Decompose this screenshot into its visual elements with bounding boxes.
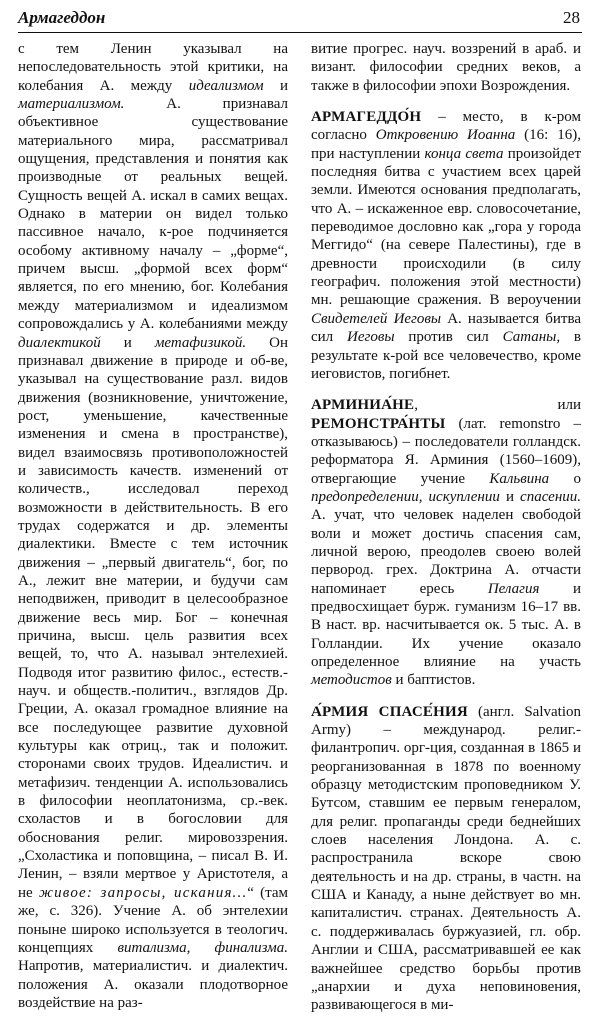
- cross-ref: идеализмом: [188, 77, 264, 94]
- cross-ref: витализма, финализма.: [117, 939, 288, 956]
- text-run: и предвосхищает бурж. гуманизм 16–17 вв. В наст. вр. насчитывается ок. 5 тыс. А. в Голландии. Их учение оказало определенное влияние на участь: [311, 580, 581, 670]
- text-run: с тем Ленин указывал на непоследовательность этой критики, на колебания А. между: [18, 41, 288, 94]
- entry-armageddon: [311, 108, 581, 383]
- headword: АРМИНИА́НЕ: [311, 397, 415, 414]
- cross-ref: Откровению Иоанна: [375, 127, 516, 144]
- aristotle-entry-continuation: [18, 40, 288, 1012]
- cross-ref: Свидетелей Иеговы: [311, 310, 442, 327]
- text-run: Напротив, материалистич. и диалектич. положения А. оказали плодотворное воздействие на раз-: [18, 958, 288, 1011]
- cross-ref: Сатаны,: [502, 329, 561, 346]
- text-run: о: [549, 470, 581, 487]
- text-run: (лат. remonstro – отказываюсь) – последователи голландск. реформатора Я. Арминия (1560–1609), отвергающие учение: [311, 415, 581, 487]
- text-run: в результате к-рой все человечество, кроме иеговистов, погибнет.: [311, 329, 581, 382]
- aristotle-entry-end: витие прогрес. науч. воззрений в араб. и визант. философии средних веков, а также в философии эпохи Возрождения.: [311, 41, 581, 94]
- text-run: – место, в к-ром согласно: [311, 109, 581, 144]
- entry-arminians: [311, 396, 581, 690]
- cross-ref: методистов: [311, 672, 392, 689]
- headword-alt: РЕМОНСТРА́НТЫ: [311, 415, 446, 432]
- cross-ref: материализмом.: [18, 96, 125, 113]
- text-run: против сил: [394, 329, 503, 346]
- left-column: [18, 40, 288, 1012]
- text-run: , или: [414, 397, 581, 414]
- text-run: А. называется битва сил: [311, 310, 581, 346]
- cross-ref: Пелагия: [487, 580, 540, 597]
- text-run: и баптистов.: [391, 672, 476, 689]
- headword: АРМАГЕДДО́Н: [311, 109, 422, 126]
- headword: А́РМИЯ СПАСЕ́НИЯ: [311, 703, 468, 720]
- cross-ref: конца света: [424, 145, 504, 162]
- cross-ref: диалектикой: [18, 334, 101, 351]
- quote-spaced: живое: запросы, искания…: [38, 884, 248, 901]
- cross-ref: спасении.: [520, 488, 582, 505]
- text-run: “ (там же, с. 326). Учение А. об энтелехии поныне широко используется в теологич. концепциях: [18, 884, 288, 956]
- page-number: 28: [563, 8, 580, 27]
- text-run: и: [100, 334, 155, 351]
- cross-ref: метафизикой.: [154, 334, 247, 351]
- text-run: А. признавал объективное существование материального мира, рассматривал ощущения, представления и понятия как производные от реальных вещей. Сущность вещей А. искал в самих вещах. Однако в материи он видел только пассивное начало, к-рое подчиняется особому активному началу – „форме“, причем высш. „формой всех форм“ является, по его мнению, бог. Колебания между материализмом и идеализмом сопровождались у А. колебаниями между: [18, 96, 288, 333]
- page-header: [18, 6, 582, 33]
- text-run: Он признавал движение в природе и об-ве, указывал на существование разл. видов движения (возникновение, уничтожение, рост, уменьшение, качественные изменения и смена в пространстве), видел взаимосвязь противоположностей и зависимость качеств. изменений от количеств., исследовал переход возможности в действительность. В его трудах содержатся и др. элементы диалектики. Вместе с тем источник движения – „первый двигатель“, бог, по А., лежит вне материи, и будучи сам неподвижен, приводит в целесообразное движение весь мир. Бог – конечная причина, высш. цель развития всех вещей, то, что А. называл энтелехией. Подводя итог развитию филос., естеств.-науч. и обществ.-политич., взглядов Др. Греции, А. оказал громадное влияние на все последующее развитие духовной культуры как отриц., так и положит. сторонами своих трудов. Идеалистич. и метафизич. тенденции А. использовались в философии неоплатонизма, ср.-век. схоластов и в богословии для обоснования религ. мировоззрения. „Схоластика и поповщина, – писал В. И. Ленин, – взяли мертвое у Аристотеля, а не: [18, 334, 288, 901]
- cross-ref: предопределении, искуплении: [311, 488, 500, 505]
- text-run: произойдет последняя битва с участием всех царей земли. Имеются основания предполагать, что А. – искаженное евр. словосочетание, переводимое дословно как „гора у города Меггидо“ (на севере Палестины), где в древности происходили (в силу географич. положения этой местности) мн. решающие сражения. В вероучении: [311, 145, 581, 309]
- running-head: Армагеддон: [18, 8, 106, 27]
- cross-ref: Кальвина: [489, 470, 550, 487]
- text-run: (англ. Salvation Army) – международ. религ.-филантропич. орг-ция, созданная в 1865 и реорганизованная в 1878 по военному образцу методистским проповедником У. Бутсом, ставшим ее первым генералом, для религ. пропаганды среди беднейших слоев населения Лондона. А. с. распространила вскоре свою деятельность и на др. страны, в частн. на США и Канаду, а ныне действует во мн. капиталистич. странах. Деятельность А. с. поддерживалась буржуазией, гл. обр. Англии и США, рассматривавшей ее как важнейшее средство борьбы против „анархии и духа неповиновения, развивающегося в ми-: [311, 703, 582, 1014]
- cross-ref: Иеговы: [346, 329, 395, 346]
- text-run: А. учат, что человек наделен свободой воли и может достичь спасения сам, личной верою, преодолев своею волей первород. грех. Доктрина А. отчасти напоминает ересь: [311, 507, 581, 597]
- text-run: (16: 16), при наступлении: [311, 127, 581, 162]
- entry-salvation-army: [311, 703, 581, 1015]
- text-run: и: [263, 77, 288, 94]
- text-run: и: [499, 488, 521, 505]
- right-column: [311, 40, 581, 1015]
